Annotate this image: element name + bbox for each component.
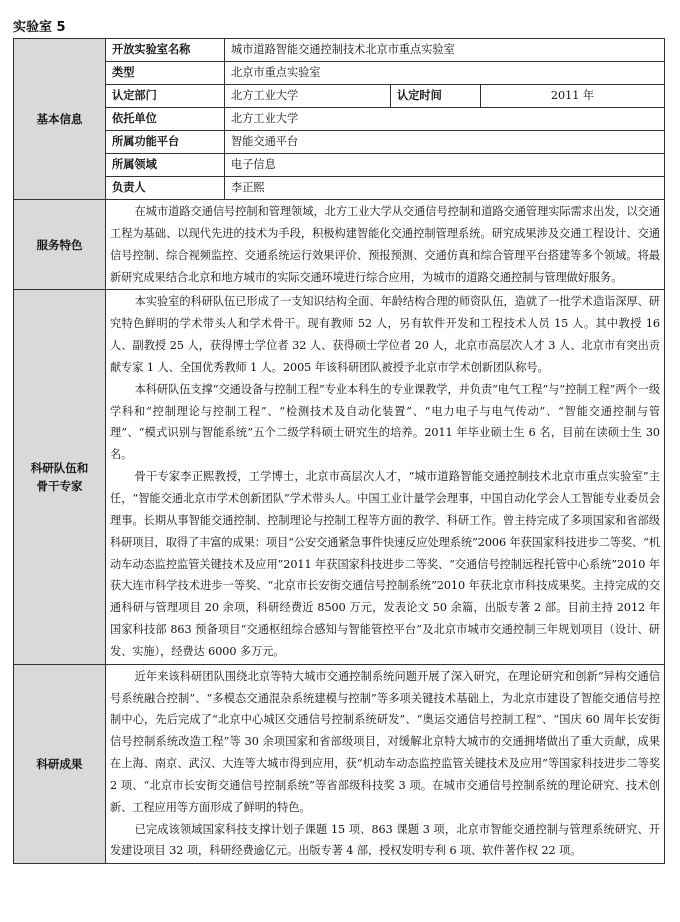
team-text	[106, 290, 665, 664]
value-type: 北京市重点实验室	[225, 62, 665, 85]
row-field	[14, 154, 665, 177]
value-dept: 北方工业大学	[225, 85, 391, 108]
section-results: 科研成果	[14, 664, 106, 864]
row-dept	[14, 85, 665, 108]
section-team	[14, 290, 106, 664]
value-host-unit: 北方工业大学	[225, 108, 665, 131]
section-team-line2: 骨干专家	[36, 479, 83, 494]
label-type: 类型	[106, 62, 225, 85]
row-lab-name	[14, 39, 665, 62]
lab-title: 实验室 5	[13, 20, 66, 35]
row-platform	[14, 131, 665, 154]
row-host-unit	[14, 108, 665, 131]
label-dept: 认定部门	[106, 85, 225, 108]
value-lab-name: 城市道路智能交通控制技术北京市重点实验室	[225, 39, 665, 62]
row-team	[14, 290, 665, 664]
value-platform: 智能交通平台	[225, 131, 665, 154]
row-service	[14, 200, 665, 290]
label-field: 所属领域	[106, 154, 225, 177]
results-paragraph: 近年来该科研团队围绕北京等特大城市交通控制系统问题开展了深入研究，在理论研究和创新“异构交通信号系统融合控制”、“多模态交通混杂系统建模与控制”等多项关键技术基础上，为北京市建设了智能交通信号控制中心，先后完成了“北京中心城区交通信号控制系统研发”、“奥运交通信号控制工程”、“国庆 60 周年长安街信号控制系统改造工程”等 30 余项国家和省部级项目，对缓解北京特大城市的交通拥堵做出了重大贡献，成果在上海、南京、武汉、大连等大城市得到应用，获“机动车动态监控监管关键技术及应用”等国家科技进步二等奖 2 项、“北京市长安街交通信号控制系统”等省部级科技奖 3 项。在城市交通信号控制系统的理论研究、技术创新、工程应用等方面形成了鲜明的特色。	[110, 669, 660, 814]
service-paragraph: 在城市道路交通信号控制和管理领域，北方工业大学从交通信号控制和道路交通管理实际需求出发，以交通工程为基础、以现代先进的技术为手段，积极构建智能化交通控制管理系统。研究成果涉及交通工程设计、交通信号控制、综合视频监控、交通系统运行效果评价、预报预测、交通仿真和综合管理平台搭建等多个领域。将最新研究成果结合北京和地方城市的实际交通环境进行综合应用，为城市的道路交通控制与管理做好服务。	[110, 205, 660, 284]
section-team-line1: 科研队伍和	[30, 461, 89, 476]
results-text	[106, 664, 665, 864]
label-lab-name: 开放实验室名称	[106, 39, 225, 62]
row-leader	[14, 177, 665, 200]
team-paragraph: 本实验室的科研队伍已形成了一支知识结构全面、年龄结构合理的师资队伍，造就了一批学术造诣深厚、研究特色鲜明的学术带头人和学术骨干。现有教师 52 人，另有软件开发和工程技术人员 15 人。其中教授 16 人、副教授 25 人，获得博士学位者 32 人、获得硕士学位者 20 人，北京市高层次人才 3 人、北京市有突出贡献专家 1 人、全国优秀教师 1 人。2005 年该科研团队被授予北京市学术创新团队称号。	[110, 295, 660, 374]
label-date: 认定时间	[391, 85, 481, 108]
section-basic-info: 基本信息	[14, 39, 106, 200]
value-leader: 李正熙	[225, 177, 665, 200]
row-type	[14, 62, 665, 85]
label-host-unit: 依托单位	[106, 108, 225, 131]
team-paragraph: 骨干专家李正熙教授，工学博士，北京市高层次人才，“城市道路智能交通控制技术北京市重点实验室”主任，“智能交通北京市学术创新团队”学术带头人。中国工业计量学会理事，中国自动化学会人工智能专业委员会理事。长期从事智能交通控制、控制理论与控制工程等方面的教学、科研工作。曾主持完成了多项国家和省部级科研项目，取得了丰富的成果：项目“公安交通紧急事件快速反应处理系统”2006 年获国家科技进步二等奖、“机动车动态监控监管关键技术及应用”2011 年获国家科技进步二等奖、“交通信号控制远程托管中心系统”2010 年获大连市科学技术进步一等奖、“北京市长安街交通信号控制系统”2010 年获北京市科技成果奖。主持完成的交通科研与管理项目 20 余项，科研经费近 8500 万元，发表论文 50 余篇，出版专著 2 部。目前主持 2012 年国家科技部 863 预备项目“交通枢纽综合感知与智能管控平台”及北京市城市交通控制三年规划项目（设计、研发、实施），经费达 6000 多万元。	[110, 470, 660, 658]
row-results	[14, 664, 665, 864]
label-leader: 负责人	[106, 177, 225, 200]
value-date: 2011 年	[481, 85, 665, 108]
team-paragraph: 本科研队伍支撑“交通设备与控制工程”专业本科生的专业课教学，并负责“电气工程”与“控制工程”两个一级学科和“控制理论与控制工程”、“检测技术及自动化装置”、“电力电子与电气传动”、“智能交通控制与管理”、“模式识别与智能系统”五个二级学科硕士研究生的培养。2011 年毕业硕士生 6 名，目前在读硕士生 30 名。	[110, 382, 660, 462]
value-field: 电子信息	[225, 154, 665, 177]
section-service: 服务特色	[14, 200, 106, 290]
service-text	[106, 200, 665, 290]
label-platform: 所属功能平台	[106, 131, 225, 154]
lab-info-table	[13, 38, 665, 864]
results-paragraph: 已完成该领域国家科技支撑计划子课题 15 项、863 课题 3 项，北京市智能交通控制与管理系统研究、开发建设项目 32 项，科研经费逾亿元。出版专著 4 部，授权发明专利 6 项、软件著作权 22 项。	[110, 822, 660, 858]
